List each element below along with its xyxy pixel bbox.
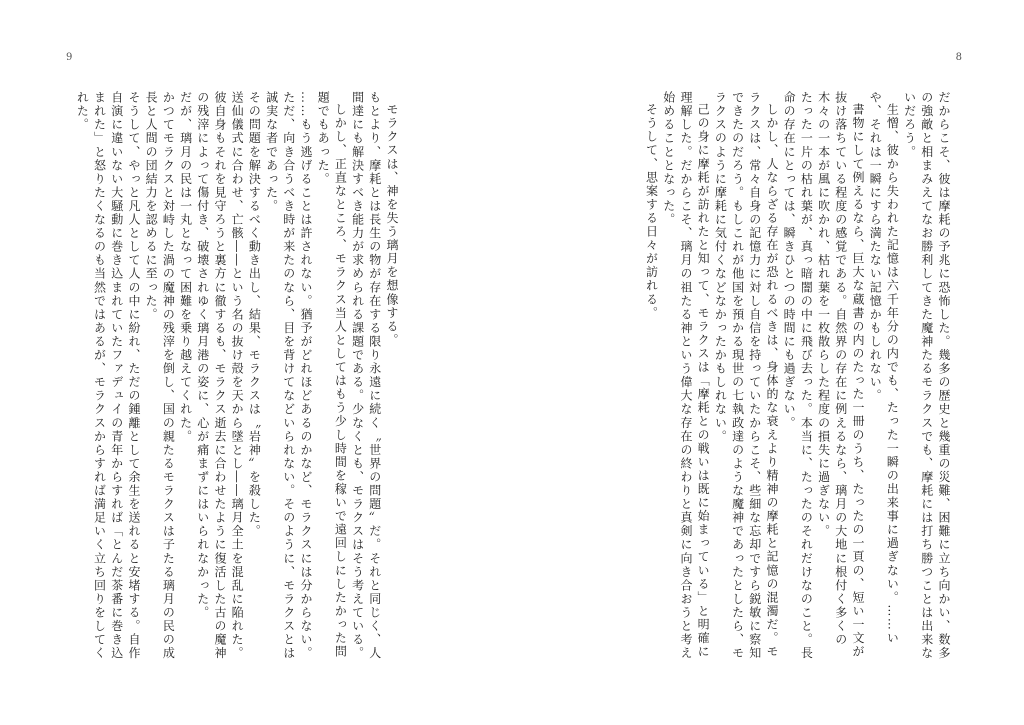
paragraph: その問題を解決するべく動き出し、結果、モラクスは〝岩神〟を殺した。 [247, 91, 262, 539]
paragraph: しかし、正直なところ、モラクス当人としてはもう少し時間を稼いで遠回しにしたかった問題でもあった。 [316, 91, 348, 659]
paragraph: 己の身に摩耗が訪れたと知って、モラクスは「摩耗との戦いは既に始まっている」と明確に理解した。だからこそ、璃月の祖たる神という偉大な存在の終わりと真剣に向き合おうと考え始めることとなった。 [661, 91, 711, 661]
page-number-right: 8 [955, 52, 962, 63]
paragraph: そうして、思案する日々が訪れる。 [644, 103, 659, 320]
paragraph: 彼自身もそれを見守ろうと裏方に徹するも、モラクス逝去に合わせたように復活した古の魔神の残滓によって傷付き、破壊されゆく璃月港の姿に、心が痛まずにはいられなかった。 [195, 91, 227, 661]
paragraph: 生憎、彼から失われた記憶は六千年分の内でも、たった一瞬の出来事に過ぎない。……いや、それは一瞬にすら満たない記憶かもしれない。 [868, 91, 900, 645]
left-page-body [60, 91, 400, 661]
paragraph: だからこそ、彼は摩耗の予兆に恐怖した。幾多の歴史と幾重の災難、困難に立ち向かい、数多の強敵と相まみえてなお勝利してきた魔神たるモラクスでも、摩耗には打ち勝つことは出来ないだろう。 [902, 91, 951, 661]
paragraph: 送仙儀式に合わせ、亡骸――という名の抜け殻を天から墜とし――璃月全土を混乱に陥れた。 [230, 91, 245, 661]
paragraph: しかし、人ならざる存在が恐れるべきは、身体的な衰えより精神の摩耗と記憶の混濁だ。モラクスは、常々自身の記憶力に対し自信を持っていたからこそ、些細な忘却ですら鋭敏に察知できたのだろう。もしこれが他国を預かる現世の七執政達のような魔神であったとしたら、モラクスのように摩耗に気付くなどなかったかもしれない。 [713, 91, 779, 661]
paragraph: たった一片の枯れ葉が、真っ暗闇の中に飛び去った。本当に、たったのそれだけなのこと。長命の存在にとっては、瞬きひとつの時間にも過ぎない。 [782, 91, 814, 661]
paragraph: だが、璃月の民は一丸となって困難を乗り越えてくれた。 [178, 91, 193, 444]
paragraph: ……もう逃げることは許されない。猶予がどれほどあるのかなど、モラクスには分からない。ただ、向き合うべき時が来たのなら、目を背けてなどいられない。そのように、モラクスとは誠実な者であった。 [264, 91, 313, 661]
paragraph: そうして、やっと凡人として人の中に紛れ、ただの鍾離として余生を送れると安堵する。自作自演に違いない大騒動に巻き込まれていたファデュイの青年からすれば「とんだ茶番に巻き込まれた」と怒りたくなるのも当然ではあるが、モラクスからすれば満足いく立ち回りをしてくれた。 [75, 91, 141, 661]
paragraph: 書物にして例えるなら、巨大な蔵書の内のたった一冊のうち、たったの一頁の、短い一文が抜け落ちている程度の感覚である。自然界の存在に例えるなら、璃月の大地に根付く多くの木々の一本が風に吹かれ、枯れ葉を一枚散らした程度の損失に過ぎない。 [816, 91, 865, 659]
right-page [512, 0, 1024, 725]
paragraph: かつてモラクスと対峙した渦の魔神の残滓を倒し、国の親たるモラクスは子たる璃月の民の成長と人間の団結力を認めるに至った。 [144, 91, 176, 661]
paragraph: もとより、摩耗とは長生の物が存在する限り永遠に続く〝世界の問題〟だ。それと同じく、人間達にも解決すべき能力が求められる課題である。少なくとも、モラクスはそう考えている。 [350, 91, 382, 661]
right-page-body [532, 91, 952, 661]
paragraph: モラクスは、神を失う璃月を想像する。 [385, 103, 399, 347]
page-number-left: 9 [66, 52, 73, 63]
